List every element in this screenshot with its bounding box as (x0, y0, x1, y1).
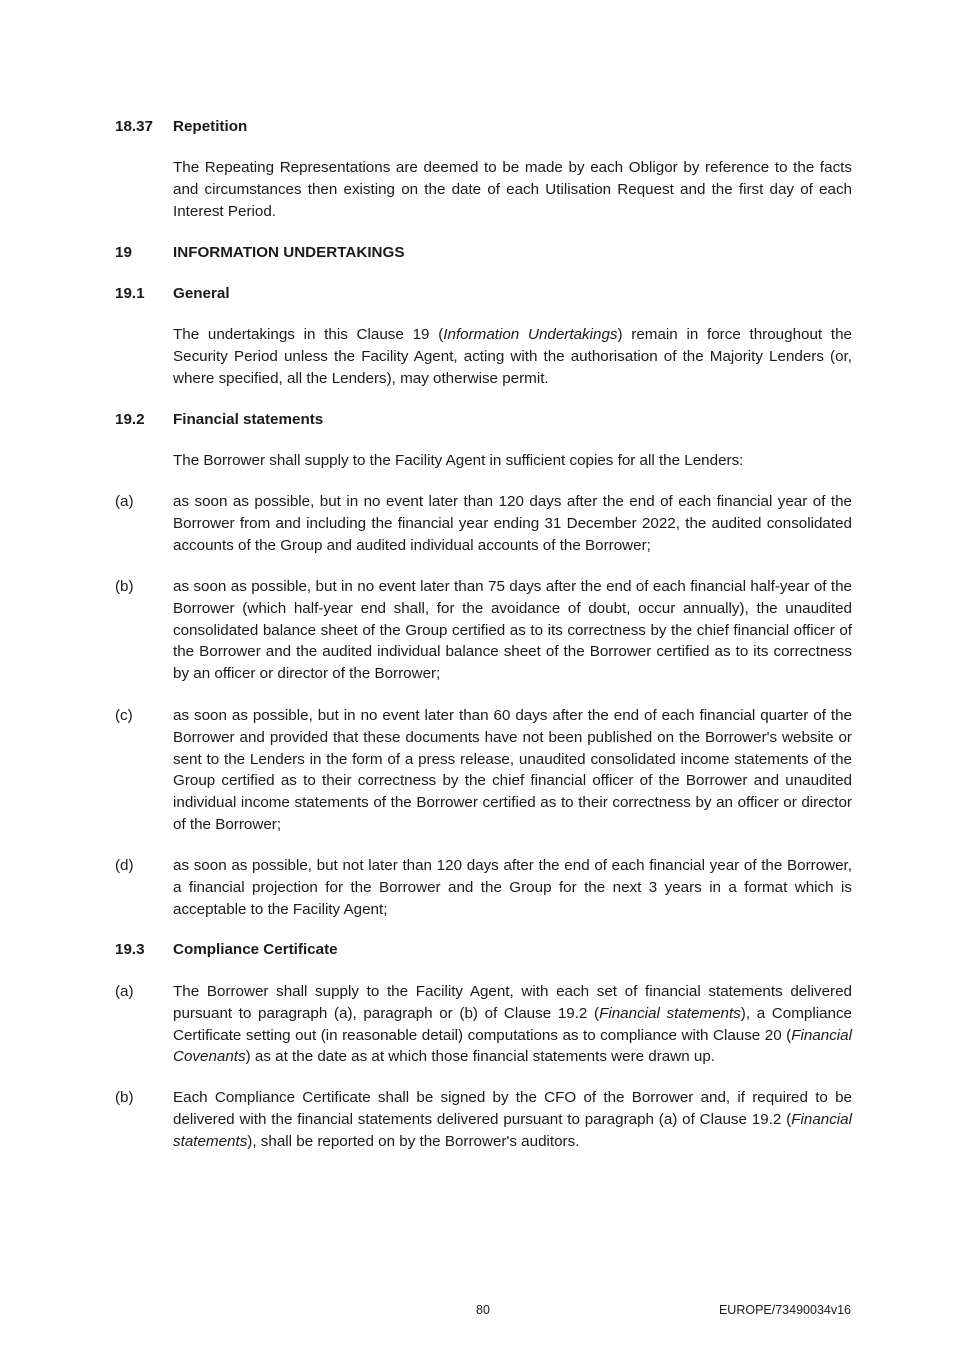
fs-item-label-b: (b) (115, 578, 134, 595)
fs-item-text-d: as soon as possible, but not later than 120 days after the end of each financial year of the Borrower, a financial projection for the Borrower and the Group for the next 3 years in a format which is acceptable to the Facility Agent; (173, 857, 852, 918)
general-text-2: ) remain in force throughout the Security Period unless the Facility Agent, acting with the authorisation of the Majority Lenders (or, where specified, all the Lenders), may otherwise permit. (173, 326, 852, 387)
fs-item-label-d: (d) (115, 857, 134, 874)
section-number-19: 19 (115, 244, 132, 261)
cc-a-italic-2: Financial Covenants (173, 1026, 852, 1066)
section-title-compliance-certificate: Compliance Certificate (173, 941, 338, 958)
cc-item-text-b (173, 1087, 852, 1152)
section-title-general: General (173, 285, 230, 302)
section-number-19-3: 19.3 (115, 941, 145, 958)
general-text-1: The undertakings in this Clause 19 ( (173, 326, 444, 343)
section-number-18-37: 18.37 (115, 118, 154, 135)
fs-item-label-c: (c) (115, 707, 133, 724)
section-number-19-2: 19.2 (115, 411, 145, 428)
cc-b-italic-1: Financial statements (173, 1110, 852, 1150)
section-title-repetition: Repetition (173, 118, 248, 135)
fs-item-text-c: as soon as possible, but in no event later than 60 days after the end of each financial quarter of the Borrower and provided that these documents have not been published on the Borrower's website or sent to the Lenders in the form of a press release, unaudited consolidated income statements of the Group certified as to their correctness by the chief financial officer of the Borrower and unaudited individual income statements of the Borrower certified as to their correctness by an officer or director of the Borrower; (173, 707, 852, 833)
section-title-financial-statements: Financial statements (173, 411, 324, 428)
cc-item-label-a: (a) (115, 983, 134, 1000)
fs-item-label-a: (a) (115, 493, 134, 510)
section-title-information-undertakings: INFORMATION UNDERTAKINGS (173, 244, 405, 261)
general-text-italic: Information Undertakings (443, 326, 618, 343)
section-number-19-1: 19.1 (115, 285, 145, 302)
financial-statements-intro: The Borrower shall supply to the Facility Agent in sufficient copies for all the Lenders: (173, 452, 744, 469)
document-reference: EUROPE/73490034v16 (718, 1303, 851, 1317)
cc-item-label-b: (b) (115, 1089, 134, 1106)
page-number: 80 (476, 1303, 490, 1317)
cc-a-italic-1: Financial statements (599, 1004, 741, 1022)
cc-a-text-3: ) as at the date as at which those financial statements were drawn up. (245, 1048, 715, 1066)
cc-b-text-1: Each Compliance Certificate shall be signed by the CFO of the Borrower and, if required to be delivered with the financial statements delivered pursuant to paragraph (a) of Clause 19.2 ( (173, 1089, 852, 1128)
fs-item-text-b: as soon as possible, but in no event later than 75 days after the end of each financial half-year of the Borrower (which half-year end shall, for the avoidance of doubt, occur annually), the unaudited consolidated balance sheet of the Group certified as to its correctness by the chief financial officer of the Borrower and the audited individual balance sheet of the Borrower certified as to its correctness by an officer or director of the Borrower; (173, 578, 852, 683)
general-paragraph (173, 324, 852, 389)
fs-item-text-a: as soon as possible, but in no event later than 120 days after the end of each financial year of the Borrower from and including the financial year ending 31 December 2022, the audited consolidated accounts of the Group and audited individual accounts of the Borrower; (173, 493, 852, 554)
cc-a-text-2: ), a Compliance Certificate setting out (in reasonable detail) computations as to compliance with Clause 20 ( (173, 1004, 852, 1044)
repetition-paragraph: The Repeating Representations are deemed to be made by each Obligor by reference to the facts and circumstances then existing on the date of each Utilisation Request and the first day of each Interest Period. (173, 159, 852, 220)
cc-b-text-2: ), shall be reported on by the Borrower's auditors. (247, 1132, 580, 1150)
cc-item-text-a (173, 981, 852, 1068)
cc-a-text-1: The Borrower shall supply to the Facility Agent, with each set of financial statements delivered pursuant to paragraph (a), paragraph or (b) of Clause 19.2 ( (173, 983, 852, 1022)
